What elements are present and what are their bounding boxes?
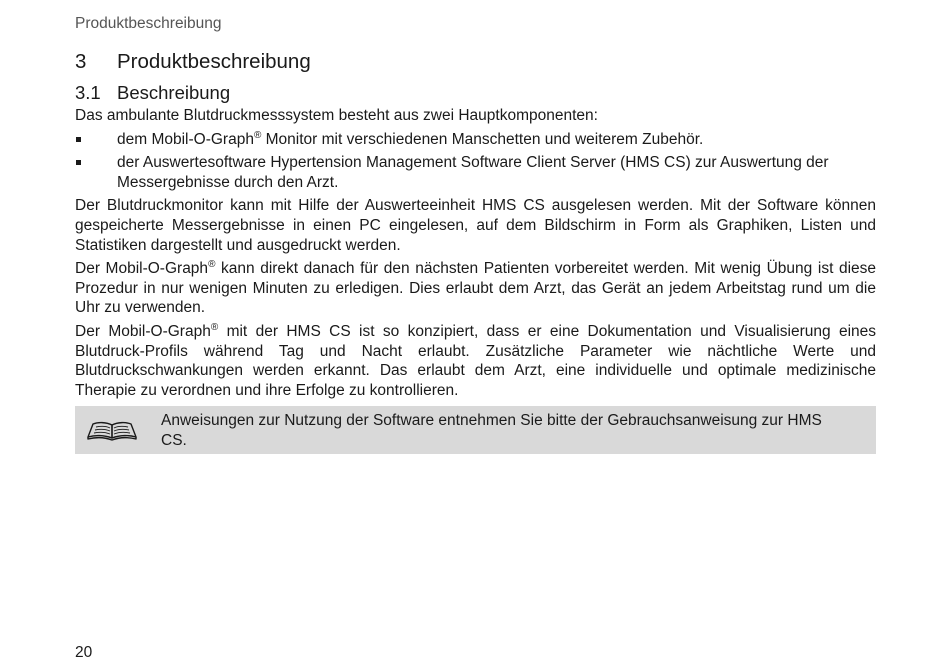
subsection-number: 3.1	[75, 82, 101, 103]
registered-mark: ®	[208, 259, 216, 270]
list-item-text-end: Monitor mit verschiedenen Manschetten und weiterem Zubehör.	[261, 130, 704, 148]
list-item-text-start: dem Mobil-O-Graph	[117, 130, 254, 148]
list-item	[75, 153, 876, 192]
running-header: Produktbeschreibung	[75, 15, 222, 32]
section-title: Produktbeschreibung	[117, 50, 311, 73]
list-item-text: der Auswertesoftware Hypertension Management Software Client Server (HMS CS) zur Auswertung der Messergebnisse durch den Arzt.	[117, 154, 829, 191]
registered-mark: ®	[210, 321, 219, 333]
paragraph-next-patient	[75, 259, 876, 318]
paragraph-profile	[75, 322, 876, 400]
intro-paragraph: Das ambulante Blutdruckmesssystem besteht aus zwei Hauptkomponenten:	[75, 107, 598, 124]
notice-box	[75, 406, 876, 454]
subsection-title: Beschreibung	[117, 82, 231, 103]
subsection-heading	[75, 80, 876, 106]
section-heading	[75, 48, 876, 76]
component-list	[75, 130, 876, 193]
paragraph-text-end: mit der HMS CS ist so konzipiert, dass er eine Dokumentation und Visualisierung eines Blutdruck-Profils während Tag und Nacht erlaubt. Zusätzliche Parameter wie nächtliche Werte und Blutdruckschwankungen werden erkannt. Das erlaubt dem Arzt, eine individuelle und optimale medizinische Therapie zu verordnen und ihre Erfolge zu kontrollieren.	[75, 322, 877, 399]
open-book-icon	[87, 416, 137, 444]
section-number: 3	[75, 50, 87, 73]
paragraph-text-start: Der Mobil-O-Graph	[75, 260, 209, 278]
paragraph-text-start: Der Mobil-O-Graph	[75, 322, 211, 340]
paragraph-monitor-readout: Der Blutdruckmonitor kann mit Hilfe der Auswerteeinheit HMS CS ausgelesen werden. Mit der Software können gespeicherte Messergebnisse in einen PC eingelesen, auf dem Bildschirm in Form als Graphiken, Listen und Statistiken dargestellt und ausgedruckt werden.	[75, 197, 876, 254]
page-content	[75, 48, 876, 454]
paragraph-text-end: kann direkt danach für den nächsten Patienten vorbereitet werden. Mit wenig Übung ist diese Prozedur in nur wenigen Minuten zu erledigen. Dies erlaubt dem Arzt, das Gerät an jedem Arbeitstag rund um die Uhr zu verwenden.	[75, 260, 877, 317]
notice-text: Anweisungen zur Nutzung der Software entnehmen Sie bitte der Gebrauchsanweisung zur HMS CS.	[161, 412, 822, 449]
list-item	[75, 130, 876, 150]
registered-mark: ®	[253, 129, 262, 141]
page-number: 20	[75, 644, 93, 661]
